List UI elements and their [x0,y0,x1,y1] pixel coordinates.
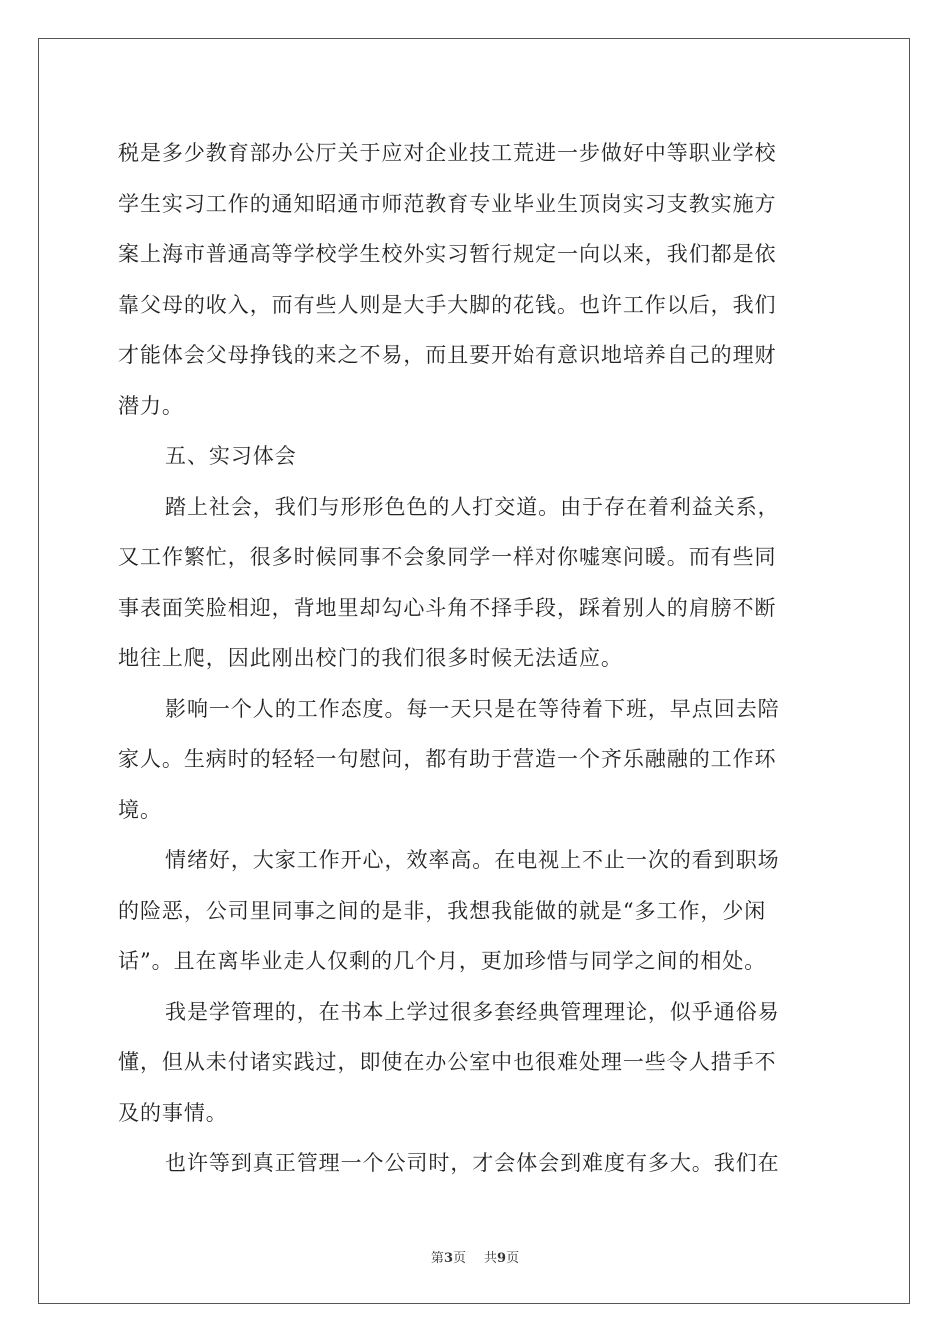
text-line: 税是多少教育部办公厅关于应对企业技工荒进一步做好中等职业学校 [118,141,777,165]
text-line: 事表面笑脸相迎，背地里却勾心斗角不择手段，踩着别人的肩膀不断 [118,595,777,620]
text-line: 懂，但从未付诸实践过，即使在办公室中也很难处理一些令人措手不 [118,1050,777,1074]
text-line: 五、实习体会 [165,444,297,468]
text-line: 才能体会父母挣钱的来之不易，而且要开始有意识地培养自己的理财 [118,343,777,367]
page-footer [0,1247,950,1266]
text-line: 及的事情。 [118,1100,228,1125]
text-line: 潜力。 [118,393,184,418]
text-line: 家人。生病时的轻轻一句慰问，都有助于营造一个齐乐融融的工作环 [118,747,777,771]
text-line: 也许等到真正管理一个公司时，才会体会到难度有多大。我们在 [165,1151,780,1175]
page-number: 3 [443,1251,453,1266]
text-line: 我是学管理的，在书本上学过很多套经典管理理论，似乎通俗易 [165,999,780,1024]
text-line: 的险恶，公司里同事之间的是非，我想我能做的就是“多工作，少闲 [118,898,767,923]
total-pages: 9 [497,1251,507,1266]
text-line: 又工作繁忙，很多时候同事不会象同学一样对你嘘寒问暖。而有些同 [118,545,777,569]
text-line: 情绪好，大家工作开心，效率高。在电视上不止一次的看到职场 [165,848,780,872]
text-line: 影响一个人的工作态度。每一天只是在等待着下班，早点回去陪 [165,696,780,721]
text-line: 踏上社会，我们与形形色色的人打交道。由于存在着利益关系， [165,494,780,519]
text-line: 境。 [118,797,162,822]
text-line: 案上海市普通高等学校学生校外实习暂行规定一向以来，我们都是依 [118,242,777,266]
document-body [118,128,834,1189]
page-suffix: 页 [452,1251,466,1266]
text-line: 话”。且在离毕业走人仅剩的几个月，更加珍惜与同学之间的相处。 [118,949,767,973]
text-line: 地往上爬，因此刚出校门的我们很多时候无法适应。 [118,646,623,670]
text-line: 靠父母的收入，而有些人则是大手大脚的花钱。也许工作以后，我们 [118,292,777,317]
total-suffix: 页 [506,1251,520,1266]
text-line: 学生实习工作的通知昭通市师范教育专业毕业生顶岗实习支教实施方 [118,191,777,216]
total-prefix: 共 [484,1251,498,1266]
page-prefix: 第 [430,1251,444,1266]
